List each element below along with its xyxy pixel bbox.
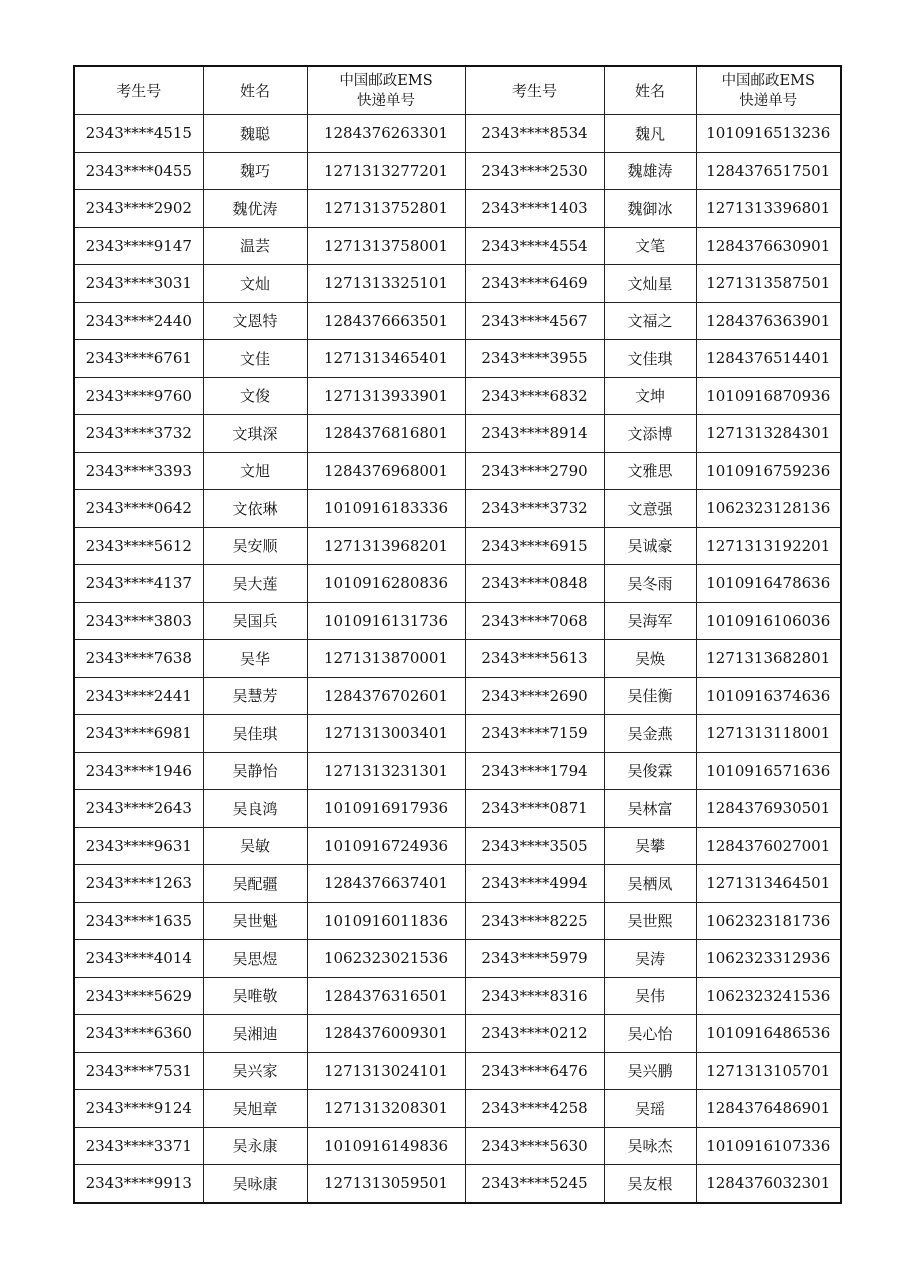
cell-exam-no-left: 2343****4137	[74, 565, 203, 603]
header-ems-line1: 中国邮政EMS	[721, 72, 815, 89]
cell-ems-number-right: 1284376486901	[696, 1090, 841, 1128]
cell-ems-number-left: 1271313003401	[307, 715, 465, 753]
cell-ems-number-left: 1010916183336	[307, 490, 465, 528]
cell-ems-number-right: 1010916571636	[696, 752, 841, 790]
table-row	[74, 115, 841, 153]
cell-name-left: 吴兴家	[203, 1052, 307, 1090]
cell-ems-number-right: 1284376032301	[696, 1165, 841, 1203]
table-row	[74, 677, 841, 715]
table-row	[74, 227, 841, 265]
cell-name-right: 吴诚豪	[604, 527, 696, 565]
cell-exam-no-left: 2343****6761	[74, 340, 203, 378]
header-ems-line2: 快递单号	[357, 92, 415, 109]
table-row	[74, 190, 841, 228]
cell-name-left: 吴安顺	[203, 527, 307, 565]
table-row	[74, 790, 841, 828]
cell-exam-no-right: 2343****3732	[465, 490, 604, 528]
table-row	[74, 415, 841, 453]
cell-exam-no-left: 2343****9124	[74, 1090, 203, 1128]
cell-name-left: 吴大莲	[203, 565, 307, 603]
cell-exam-no-left: 2343****5629	[74, 977, 203, 1015]
cell-exam-no-left: 2343****0642	[74, 490, 203, 528]
header-name-left: 姓名	[203, 66, 307, 115]
cell-ems-number-right: 1062323312936	[696, 940, 841, 978]
cell-exam-no-right: 2343****3505	[465, 827, 604, 865]
cell-ems-number-left: 1271313277201	[307, 152, 465, 190]
cell-ems-number-right: 1010916486536	[696, 1015, 841, 1053]
cell-exam-no-left: 2343****5612	[74, 527, 203, 565]
cell-ems-number-right: 1010916513236	[696, 115, 841, 153]
ems-tracking-table	[73, 65, 842, 1204]
cell-name-right: 吴海军	[604, 602, 696, 640]
cell-exam-no-right: 2343****5245	[465, 1165, 604, 1203]
table-row	[74, 827, 841, 865]
cell-name-left: 吴永康	[203, 1127, 307, 1165]
cell-exam-no-left: 2343****7531	[74, 1052, 203, 1090]
cell-name-right: 吴瑶	[604, 1090, 696, 1128]
cell-exam-no-left: 2343****1263	[74, 865, 203, 903]
cell-name-left: 魏优涛	[203, 190, 307, 228]
cell-exam-no-right: 2343****1794	[465, 752, 604, 790]
cell-name-left: 吴唯敬	[203, 977, 307, 1015]
cell-name-right: 文意强	[604, 490, 696, 528]
table-row	[74, 452, 841, 490]
cell-ems-number-left: 1271313325101	[307, 265, 465, 303]
cell-ems-number-right: 1271313464501	[696, 865, 841, 903]
cell-name-left: 吴敏	[203, 827, 307, 865]
table-row	[74, 265, 841, 303]
table-row	[74, 1052, 841, 1090]
cell-ems-number-right: 1271313587501	[696, 265, 841, 303]
cell-name-right: 吴林富	[604, 790, 696, 828]
cell-name-right: 魏雄涛	[604, 152, 696, 190]
cell-exam-no-left: 2343****9147	[74, 227, 203, 265]
cell-name-left: 吴配疆	[203, 865, 307, 903]
cell-name-left: 吴思煜	[203, 940, 307, 978]
cell-ems-number-left: 1271313465401	[307, 340, 465, 378]
cell-ems-number-right: 1010916107336	[696, 1127, 841, 1165]
cell-ems-number-left: 1284376663501	[307, 302, 465, 340]
cell-exam-no-right: 2343****5630	[465, 1127, 604, 1165]
cell-exam-no-right: 2343****0848	[465, 565, 604, 603]
cell-ems-number-right: 1271313682801	[696, 640, 841, 678]
header-ems-right	[696, 66, 841, 115]
cell-name-right: 吴世熙	[604, 902, 696, 940]
cell-ems-number-right: 1284376027001	[696, 827, 841, 865]
cell-name-left: 魏聪	[203, 115, 307, 153]
table-row	[74, 302, 841, 340]
table-row	[74, 527, 841, 565]
cell-name-right: 文佳琪	[604, 340, 696, 378]
cell-exam-no-right: 2343****5613	[465, 640, 604, 678]
cell-ems-number-left: 1271313024101	[307, 1052, 465, 1090]
cell-name-left: 文佳	[203, 340, 307, 378]
cell-exam-no-left: 2343****1635	[74, 902, 203, 940]
cell-name-left: 吴良鸿	[203, 790, 307, 828]
cell-name-left: 魏巧	[203, 152, 307, 190]
cell-ems-number-left: 1271313752801	[307, 190, 465, 228]
cell-exam-no-left: 2343****3371	[74, 1127, 203, 1165]
cell-exam-no-right: 2343****2790	[465, 452, 604, 490]
table-row	[74, 752, 841, 790]
cell-name-right: 文添博	[604, 415, 696, 453]
cell-ems-number-left: 1010916149836	[307, 1127, 465, 1165]
cell-name-left: 吴慧芳	[203, 677, 307, 715]
cell-name-right: 吴焕	[604, 640, 696, 678]
cell-name-right: 文灿星	[604, 265, 696, 303]
cell-name-right: 文笔	[604, 227, 696, 265]
cell-ems-number-left: 1010916131736	[307, 602, 465, 640]
cell-name-left: 吴静怡	[203, 752, 307, 790]
cell-exam-no-right: 2343****4554	[465, 227, 604, 265]
cell-ems-number-right: 1271313192201	[696, 527, 841, 565]
cell-ems-number-left: 1271313758001	[307, 227, 465, 265]
cell-name-right: 吴友根	[604, 1165, 696, 1203]
cell-exam-no-left: 2343****9913	[74, 1165, 203, 1203]
cell-ems-number-right: 1271313118001	[696, 715, 841, 753]
cell-ems-number-left: 1271313231301	[307, 752, 465, 790]
table-row	[74, 865, 841, 903]
cell-ems-number-right: 1062323128136	[696, 490, 841, 528]
header-name-right: 姓名	[604, 66, 696, 115]
cell-name-right: 吴咏杰	[604, 1127, 696, 1165]
cell-name-right: 吴伟	[604, 977, 696, 1015]
cell-exam-no-right: 2343****4567	[465, 302, 604, 340]
cell-name-right: 吴兴鹏	[604, 1052, 696, 1090]
cell-name-right: 吴冬雨	[604, 565, 696, 603]
cell-ems-number-right: 1271313396801	[696, 190, 841, 228]
cell-ems-number-right: 1284376930501	[696, 790, 841, 828]
cell-exam-no-right: 2343****7068	[465, 602, 604, 640]
cell-exam-no-right: 2343****8914	[465, 415, 604, 453]
cell-ems-number-right: 1010916106036	[696, 602, 841, 640]
cell-name-right: 吴栖凤	[604, 865, 696, 903]
cell-exam-no-left: 2343****2441	[74, 677, 203, 715]
cell-ems-number-right: 1271313284301	[696, 415, 841, 453]
cell-exam-no-right: 2343****8225	[465, 902, 604, 940]
cell-ems-number-left: 1284376637401	[307, 865, 465, 903]
cell-ems-number-right: 1284376514401	[696, 340, 841, 378]
cell-name-left: 吴佳琪	[203, 715, 307, 753]
cell-name-right: 吴俊霖	[604, 752, 696, 790]
cell-name-left: 吴国兵	[203, 602, 307, 640]
cell-ems-number-right: 1010916870936	[696, 377, 841, 415]
cell-ems-number-left: 1010916724936	[307, 827, 465, 865]
cell-exam-no-left: 2343****6360	[74, 1015, 203, 1053]
cell-exam-no-left: 2343****6981	[74, 715, 203, 753]
header-ems-left	[307, 66, 465, 115]
cell-ems-number-left: 1284376263301	[307, 115, 465, 153]
cell-name-left: 温芸	[203, 227, 307, 265]
cell-ems-number-left: 1284376816801	[307, 415, 465, 453]
cell-ems-number-left: 1284376968001	[307, 452, 465, 490]
cell-exam-no-right: 2343****6832	[465, 377, 604, 415]
cell-exam-no-left: 2343****3803	[74, 602, 203, 640]
cell-name-right: 魏凡	[604, 115, 696, 153]
cell-name-right: 吴金燕	[604, 715, 696, 753]
cell-exam-no-right: 2343****0871	[465, 790, 604, 828]
cell-exam-no-left: 2343****2902	[74, 190, 203, 228]
cell-exam-no-right: 2343****6469	[465, 265, 604, 303]
header-row	[74, 66, 841, 115]
cell-exam-no-left: 2343****0455	[74, 152, 203, 190]
cell-ems-number-left: 1010916917936	[307, 790, 465, 828]
cell-name-right: 吴佳衡	[604, 677, 696, 715]
cell-ems-number-right: 1010916478636	[696, 565, 841, 603]
table-row	[74, 1015, 841, 1053]
cell-ems-number-right: 1271313105701	[696, 1052, 841, 1090]
cell-exam-no-right: 2343****2530	[465, 152, 604, 190]
table-row	[74, 602, 841, 640]
table-row	[74, 1127, 841, 1165]
cell-exam-no-left: 2343****3393	[74, 452, 203, 490]
header-ems-line2: 快递单号	[739, 92, 798, 109]
cell-ems-number-right: 1284376363901	[696, 302, 841, 340]
table-row	[74, 490, 841, 528]
cell-ems-number-left: 1284376316501	[307, 977, 465, 1015]
cell-exam-no-right: 2343****4258	[465, 1090, 604, 1128]
table-row	[74, 1090, 841, 1128]
cell-exam-no-right: 2343****5979	[465, 940, 604, 978]
cell-name-left: 吴旭章	[203, 1090, 307, 1128]
cell-ems-number-left: 1271313933901	[307, 377, 465, 415]
cell-ems-number-right: 1062323241536	[696, 977, 841, 1015]
cell-ems-number-left: 1010916280836	[307, 565, 465, 603]
cell-name-left: 吴湘迪	[203, 1015, 307, 1053]
cell-exam-no-left: 2343****7638	[74, 640, 203, 678]
cell-exam-no-right: 2343****8316	[465, 977, 604, 1015]
cell-exam-no-right: 2343****7159	[465, 715, 604, 753]
table-row	[74, 940, 841, 978]
cell-name-left: 文灿	[203, 265, 307, 303]
cell-ems-number-left: 1271313059501	[307, 1165, 465, 1203]
cell-exam-no-right: 2343****2690	[465, 677, 604, 715]
cell-name-left: 文依琳	[203, 490, 307, 528]
cell-exam-no-left: 2343****4515	[74, 115, 203, 153]
cell-name-right: 吴涛	[604, 940, 696, 978]
cell-ems-number-right: 1284376517501	[696, 152, 841, 190]
cell-name-left: 文俊	[203, 377, 307, 415]
cell-ems-number-left: 1062323021536	[307, 940, 465, 978]
cell-ems-number-left: 1271313870001	[307, 640, 465, 678]
cell-name-right: 魏御冰	[604, 190, 696, 228]
table-row	[74, 565, 841, 603]
cell-exam-no-right: 2343****3955	[465, 340, 604, 378]
table-row	[74, 377, 841, 415]
cell-ems-number-right: 1284376630901	[696, 227, 841, 265]
cell-exam-no-right: 2343****8534	[465, 115, 604, 153]
cell-exam-no-left: 2343****3732	[74, 415, 203, 453]
table-row	[74, 1165, 841, 1203]
cell-exam-no-left: 2343****2643	[74, 790, 203, 828]
cell-exam-no-left: 2343****2440	[74, 302, 203, 340]
cell-exam-no-right: 2343****1403	[465, 190, 604, 228]
table-body	[74, 115, 841, 1203]
cell-ems-number-left: 1271313208301	[307, 1090, 465, 1128]
cell-ems-number-right: 1010916759236	[696, 452, 841, 490]
cell-exam-no-left: 2343****3031	[74, 265, 203, 303]
cell-exam-no-left: 2343****1946	[74, 752, 203, 790]
table-row	[74, 902, 841, 940]
cell-exam-no-right: 2343****0212	[465, 1015, 604, 1053]
cell-name-left: 文恩特	[203, 302, 307, 340]
cell-exam-no-left: 2343****4014	[74, 940, 203, 978]
cell-ems-number-left: 1010916011836	[307, 902, 465, 940]
cell-ems-number-left: 1284376009301	[307, 1015, 465, 1053]
cell-name-left: 吴咏康	[203, 1165, 307, 1203]
cell-name-right: 文福之	[604, 302, 696, 340]
header-ems-line1: 中国邮政EMS	[339, 72, 433, 89]
table-row	[74, 152, 841, 190]
cell-exam-no-right: 2343****6476	[465, 1052, 604, 1090]
cell-exam-no-right: 2343****4994	[465, 865, 604, 903]
table-row	[74, 340, 841, 378]
header-exam-no-right: 考生号	[465, 66, 604, 115]
cell-name-left: 吴世魁	[203, 902, 307, 940]
cell-exam-no-right: 2343****6915	[465, 527, 604, 565]
cell-name-left: 吴华	[203, 640, 307, 678]
cell-ems-number-left: 1284376702601	[307, 677, 465, 715]
header-exam-no-left: 考生号	[74, 66, 203, 115]
cell-name-right: 文雅思	[604, 452, 696, 490]
cell-name-left: 文旭	[203, 452, 307, 490]
cell-name-right: 吴攀	[604, 827, 696, 865]
table-row	[74, 977, 841, 1015]
cell-exam-no-left: 2343****9631	[74, 827, 203, 865]
cell-name-right: 吴心怡	[604, 1015, 696, 1053]
cell-ems-number-right: 1010916374636	[696, 677, 841, 715]
table-row	[74, 715, 841, 753]
cell-name-right: 文坤	[604, 377, 696, 415]
cell-ems-number-right: 1062323181736	[696, 902, 841, 940]
cell-name-left: 文琪深	[203, 415, 307, 453]
cell-ems-number-left: 1271313968201	[307, 527, 465, 565]
cell-exam-no-left: 2343****9760	[74, 377, 203, 415]
table-row	[74, 640, 841, 678]
